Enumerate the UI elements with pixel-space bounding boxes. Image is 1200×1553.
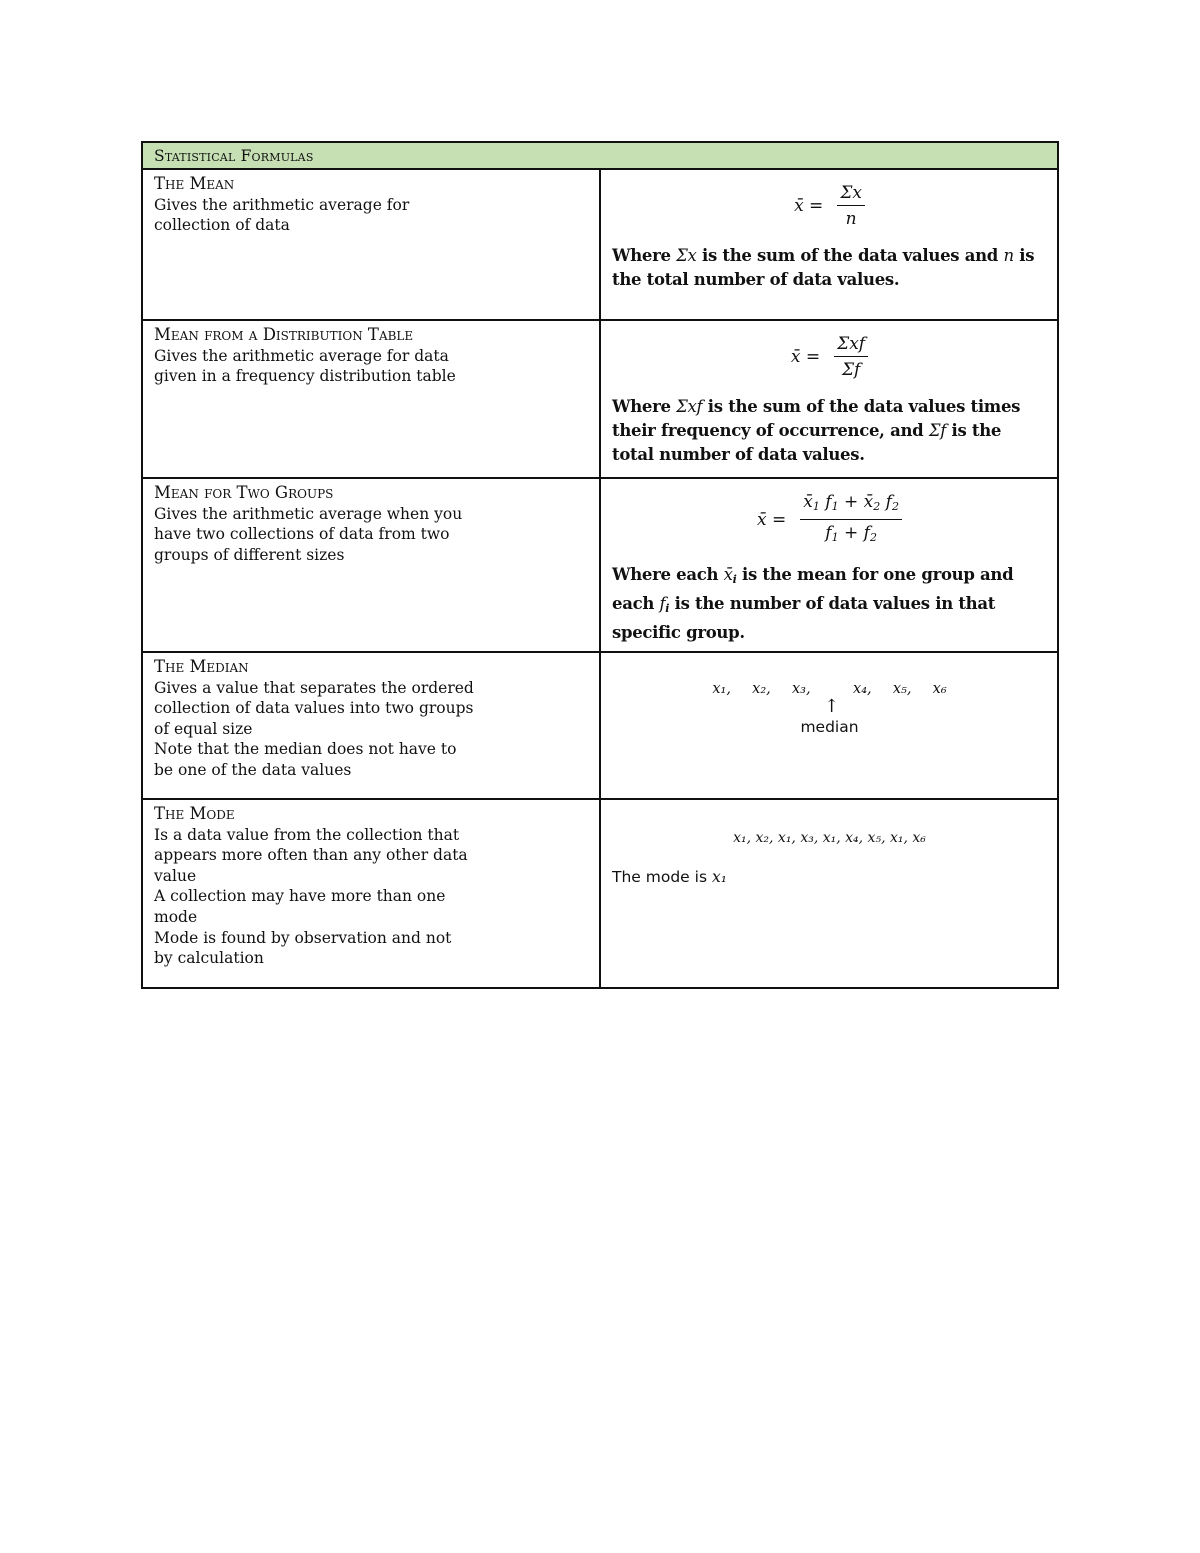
fraction-denominator — [825, 520, 877, 549]
explanation-text: is the total number of data values. — [612, 246, 1035, 289]
formula-description-cell — [142, 652, 600, 799]
formula-description-cell — [142, 320, 600, 478]
subscript: 2 — [873, 500, 881, 513]
explanation-text: is the total number of data values. — [612, 421, 1002, 464]
table-row — [142, 799, 1058, 988]
fraction — [800, 491, 902, 549]
symbol: f — [885, 492, 892, 512]
formula-cell — [600, 799, 1058, 988]
table-row — [142, 652, 1058, 799]
symbol: f — [863, 523, 870, 543]
formula-title: Mean for Two Groups — [154, 483, 334, 502]
description-line: Mode is found by observation and not — [154, 928, 452, 947]
description-line: given in a frequency distribution table — [154, 367, 456, 386]
explanation-text: is the sum of the data values times their frequency of occurrence, and — [612, 397, 1021, 440]
description-line: mode — [154, 907, 198, 926]
explanation-symbol: Σf — [928, 421, 947, 440]
table-row — [142, 320, 1058, 478]
median-sequence: x₁, x₂, x₃, x₄, x₅, x₆ — [712, 681, 947, 697]
fraction-numerator — [800, 491, 902, 520]
distribution-mean-formula — [791, 333, 868, 381]
explanation-symbol: n — [1003, 246, 1014, 265]
formula-title: Mean from a Distribution Table — [154, 325, 414, 344]
table-title: Statistical Formulas — [154, 147, 314, 165]
subscript: 2 — [869, 531, 877, 544]
operator: + — [844, 492, 859, 512]
formula-title: The Mean — [154, 174, 235, 193]
description-line: Gives the arithmetic average for — [154, 195, 410, 214]
table-header — [142, 142, 1058, 169]
explanation-symbol: x̄ — [723, 565, 733, 584]
operator: + — [844, 523, 859, 543]
symbol: f — [825, 492, 832, 512]
mean-formula — [794, 182, 865, 230]
formula-lhs: x̄ = — [757, 510, 787, 530]
formula-title: The Median — [154, 657, 249, 676]
formula-explanation — [612, 395, 1047, 467]
description-line: Gives the arithmetic average for data — [154, 346, 449, 365]
two-groups-mean-formula — [757, 491, 902, 549]
description-line: groups of different sizes — [154, 545, 345, 564]
description-line: collection of data — [154, 216, 290, 235]
table-row — [142, 478, 1058, 652]
symbol: x̄ — [863, 492, 874, 512]
fraction — [834, 333, 868, 381]
description-line: collection of data values into two groups — [154, 699, 474, 718]
mode-statement — [612, 868, 1047, 886]
formula-cell — [600, 478, 1058, 652]
description-line: Gives the arithmetic average when you — [154, 504, 463, 523]
formula-description-cell — [142, 169, 600, 320]
subscript: i — [732, 573, 737, 586]
description-line: value — [154, 866, 197, 885]
description-line: Is a data value from the collection that — [154, 825, 460, 844]
formula-description-cell — [142, 478, 600, 652]
formula-lhs: x̄ = — [794, 196, 824, 216]
explanation-text: Where — [612, 246, 677, 265]
subscript: i — [665, 602, 670, 615]
description-line: appears more often than any other data — [154, 846, 468, 865]
fraction-denominator: Σf — [841, 360, 861, 380]
symbol: f — [825, 523, 832, 543]
fraction-numerator: Σx — [837, 182, 865, 206]
subscript: 1 — [831, 531, 839, 544]
explanation-symbol: Σx — [676, 246, 697, 265]
symbol: x̄ — [803, 492, 813, 512]
explanation-text: is the sum of the data values and — [696, 246, 1004, 265]
description-line: Gives a value that separates the ordered — [154, 678, 474, 697]
formula-explanation — [612, 244, 1047, 292]
subscript: 2 — [891, 500, 899, 513]
formula-lhs: x̄ = — [790, 347, 821, 367]
explanation-text: Where each — [612, 565, 724, 584]
mode-sequence: x₁, x₂, x₁, x₃, x₁, x₄, x₅, x₁, x₆ — [733, 830, 926, 846]
formula-description-cell — [142, 799, 600, 988]
mode-text: The mode is — [612, 868, 712, 886]
formula-title: The Mode — [154, 804, 235, 823]
formula-explanation — [612, 563, 1047, 645]
description-line: of equal size — [154, 719, 253, 738]
description-line: by calculation — [154, 949, 264, 968]
fraction-numerator: Σxf — [834, 333, 868, 357]
up-arrow-icon: ↑ — [823, 696, 840, 717]
formula-cell — [600, 652, 1058, 799]
explanation-text: Where — [612, 397, 677, 416]
description-line: Note that the median does not have to — [154, 740, 457, 759]
formula-cell — [600, 169, 1058, 320]
description-line: have two collections of data from two — [154, 525, 450, 544]
fraction-denominator: n — [845, 209, 857, 229]
median-label: median — [800, 718, 859, 736]
mode-symbol: x₁ — [711, 868, 727, 886]
description-line: A collection may have more than one — [154, 887, 446, 906]
formula-cell — [600, 320, 1058, 478]
explanation-symbol: f — [659, 594, 666, 613]
subscript: 1 — [831, 500, 839, 513]
subscript: 1 — [812, 500, 820, 513]
statistical-formulas-table — [141, 141, 1059, 989]
fraction — [837, 182, 865, 230]
table-row — [142, 169, 1058, 320]
explanation-symbol: Σxf — [676, 397, 703, 416]
description-line: be one of the data values — [154, 760, 352, 779]
explanation-text: is the mean for one group and each — [612, 565, 1014, 613]
explanation-text: is the number of data values in that specific group. — [612, 594, 996, 642]
